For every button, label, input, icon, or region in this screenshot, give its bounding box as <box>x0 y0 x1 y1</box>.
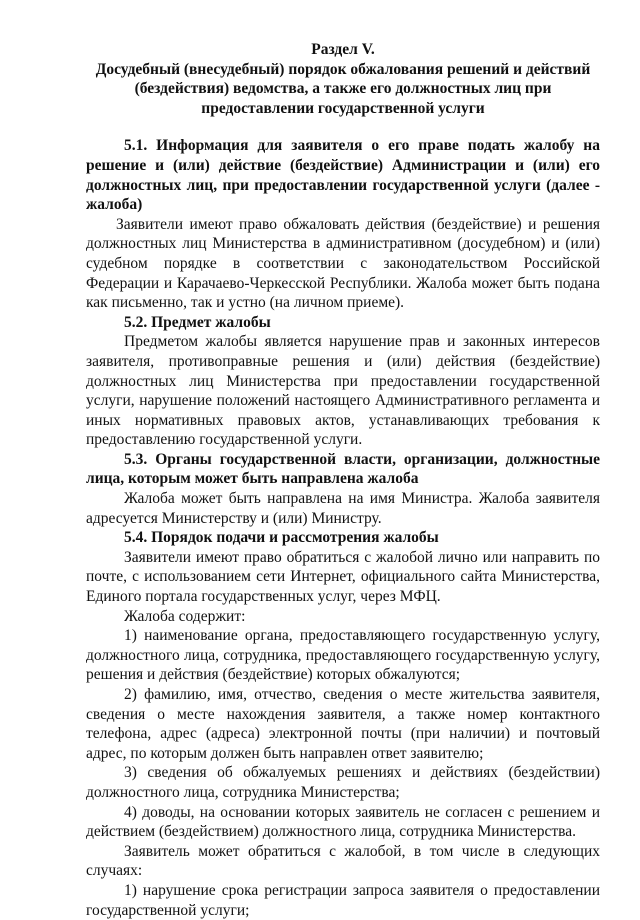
section-5-4-item-4: 4) доводы, на основании которых заявитель не согласен с решением и действием (бездействием) должностного лица, сотрудника Министерства. <box>86 803 600 841</box>
section-5-4-text-2: Жалоба содержит: <box>124 607 246 625</box>
section-subtitle: Досудебный (внесудебный) порядок обжалования решений и действий (бездействия) ведомства, а также его должностных лиц при предоставлении государственной услуги <box>95 60 591 117</box>
section-5-4-text-3: Заявитель может обратиться с жалобой, в том числе в следующих случаях: <box>86 842 600 880</box>
section-title: Раздел V. <box>311 41 375 58</box>
section-5-1-text: Заявители имеют право обжаловать действия (бездействие) и решения должностных лиц Министерства в административном (досудебном) и (или) судебном порядке в соответствии с законодательством Российской Федерации и Карачаево-Черкесской Республики. Жалоба может быть подана как письменно, так и устно (на личном приеме). <box>86 215 600 312</box>
section-5-3-text: Жалоба может быть направлена на имя Министра. Жалоба заявителя адресуется Министерству и (или) Министру. <box>86 490 600 527</box>
section-5-3-heading: 5.3. Органы государственной власти, организации, должностные лица, которым может быть направлена жалоба <box>86 450 600 488</box>
section-title-block <box>86 40 600 118</box>
section-5-2-heading: 5.2. Предмет жалобы <box>124 313 271 331</box>
document-page <box>86 40 600 920</box>
section-5-4-item-1: 1) наименование органа, предоставляющего государственную услугу, должностного лица, сотрудника, предоставляющего государственную услугу, решения и действия (бездействие) которых обжалуются; <box>86 627 600 684</box>
section-5-4-text-1: Заявители имеют право обратиться с жалобой лично или направить по почте, с использованием сети Интернет, официального сайта Министерства, Единого портала государственных услуг, через МФЦ. <box>86 548 600 606</box>
section-5-4-heading: 5.4. Порядок подачи и рассмотрения жалобы <box>124 529 439 547</box>
section-5-2-text: Предметом жалобы является нарушение прав и законных интересов заявителя, противоправные решения и (или) действия (бездействие) должностных лиц Министерства при предоставлении государственной услуги, нарушение положений настоящего Административного регламента и иных нормативных правовых актов, устанавливающих требования к предоставлению государственной услуги. <box>86 333 600 449</box>
section-5-4-item-2: 2) фамилию, имя, отчество, сведения о месте жительства заявителя, сведения о месте нахождения заявителя, а также номер контактного телефона, адрес (адреса) электронной почты (при наличии) и почтовый адрес, по которым должен быть направлен ответ заявителю; <box>86 686 600 762</box>
section-5-4-item-3: 3) сведения об обжалуемых решениях и действиях (бездействии) должностного лица, сотрудника Министерства; <box>86 764 600 801</box>
section-5-4-case-1: 1) нарушение срока регистрации запроса заявителя о предоставлении государственной услуги; <box>86 881 600 919</box>
section-5-1-heading: 5.1. Информация для заявителя о его праве подать жалобу на решение и (или) действие (бездействие) Администрации и (или) его должностных лиц, при предоставлении государственной услуги (далее - жалоба) <box>86 137 600 214</box>
